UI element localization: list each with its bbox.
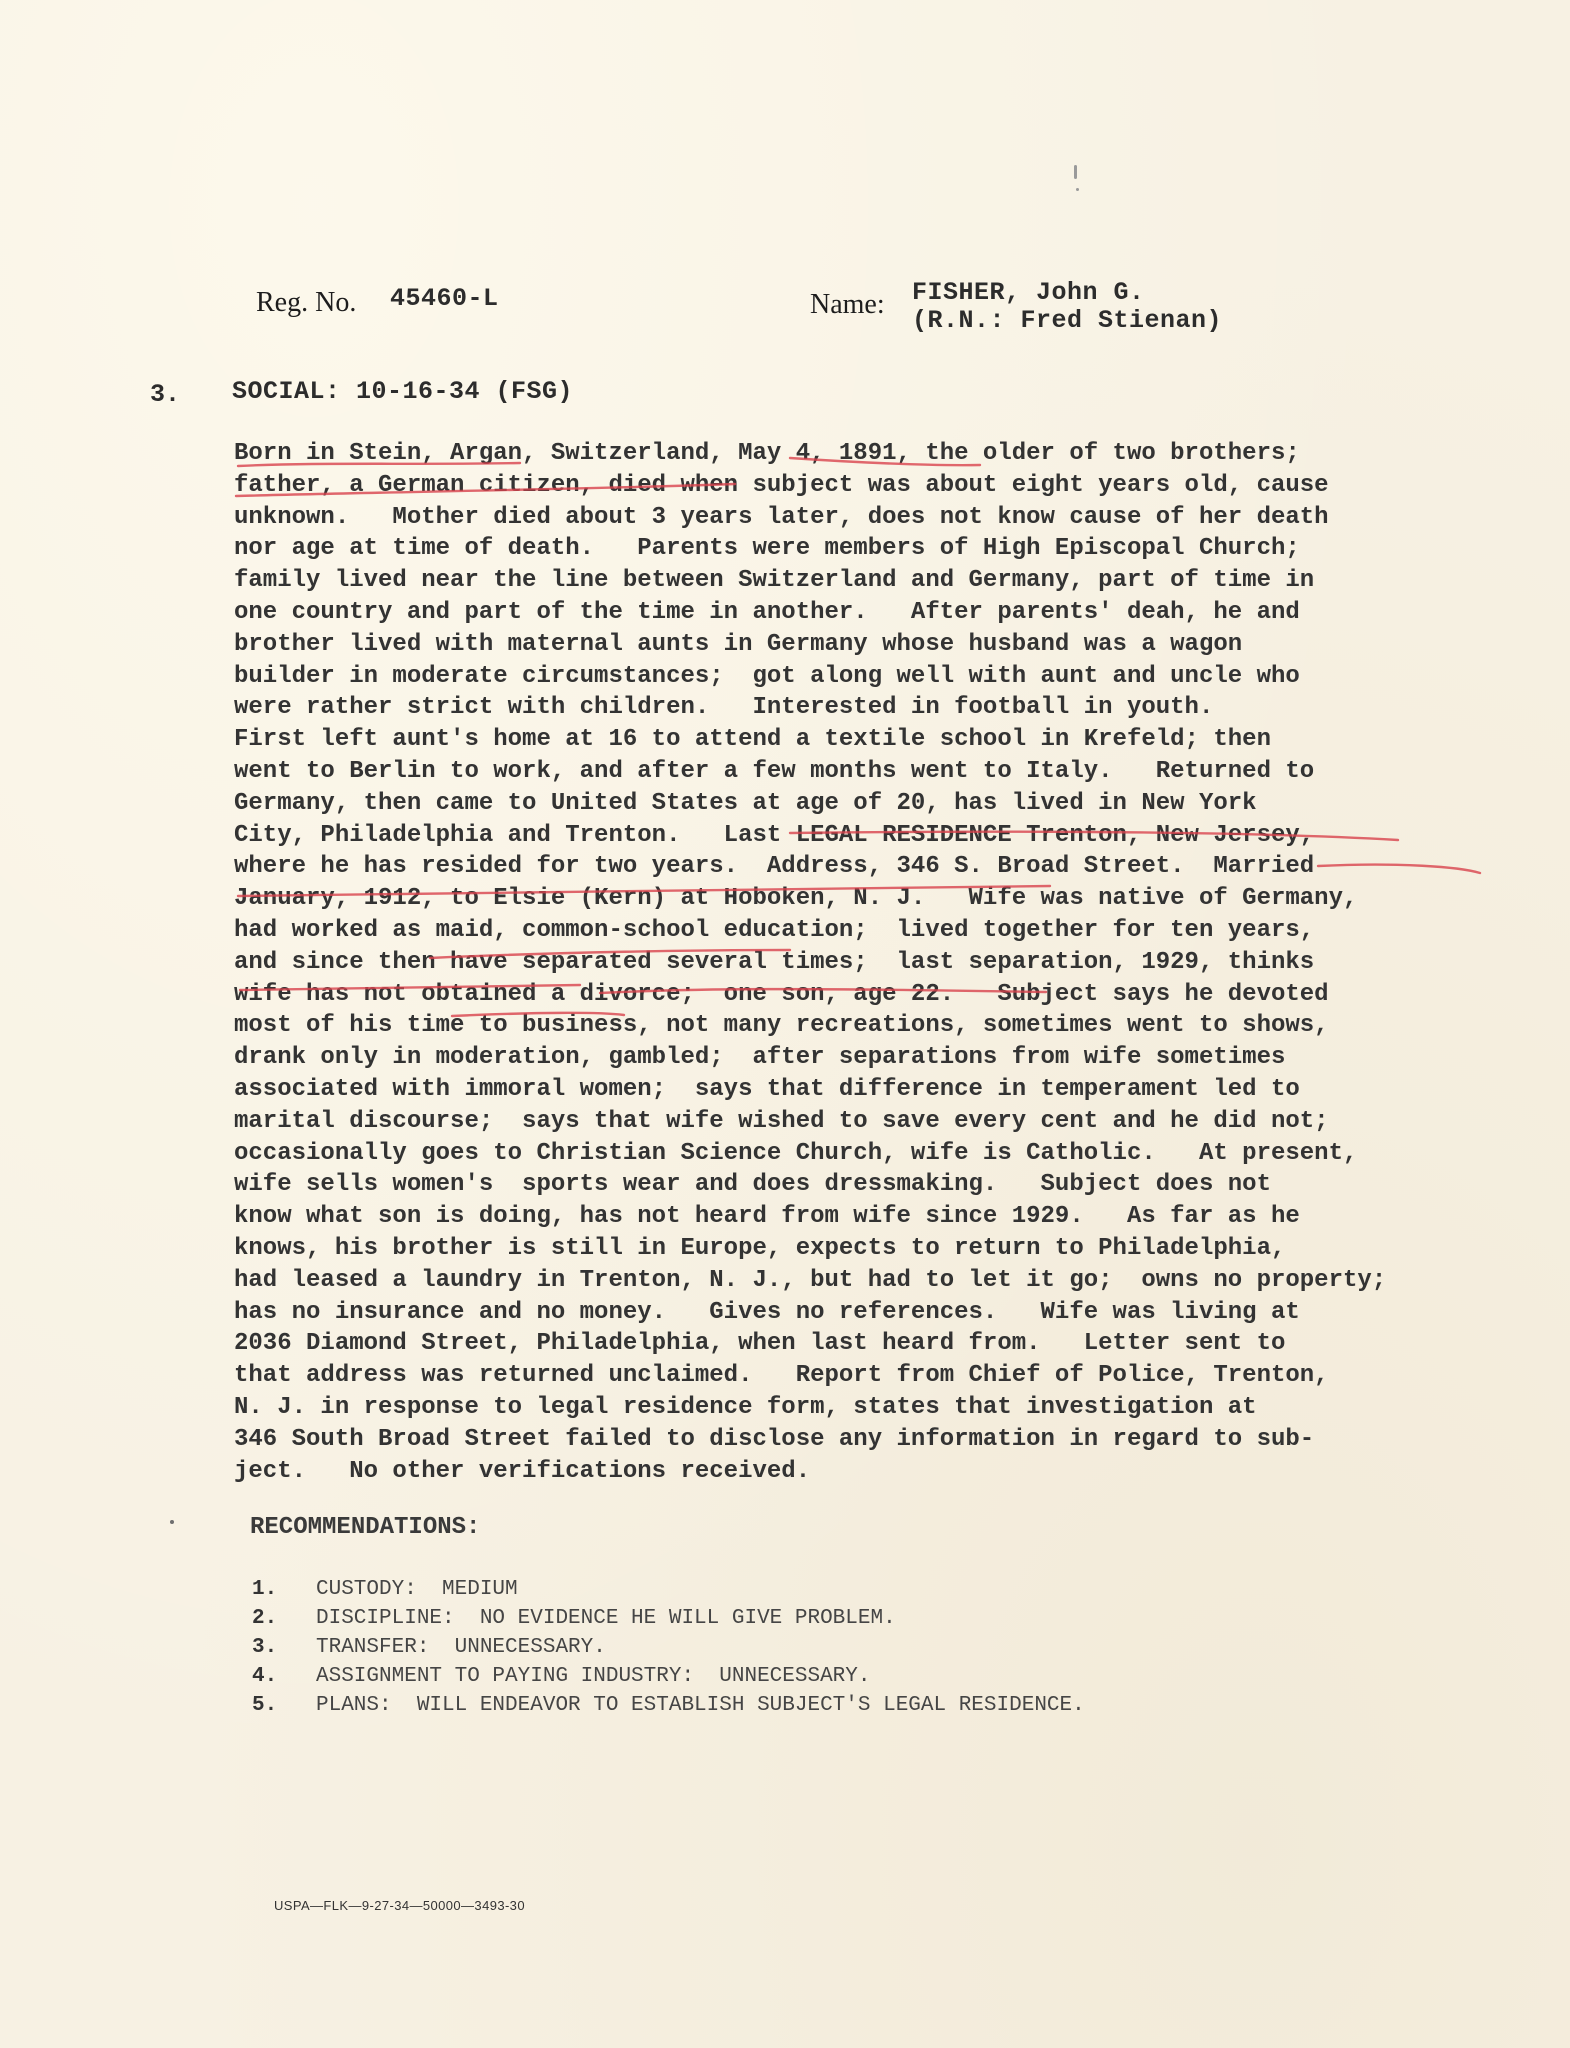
recommendation-text: ASSIGNMENT TO PAYING INDUSTRY: UNNECESSARY. — [316, 1665, 871, 1688]
narrative-line: brother lived with maternal aunts in Germany whose husband was a wagon — [234, 630, 1243, 658]
narrative-line: First left aunt's home at 16 to attend a textile school in Krefeld; then — [234, 726, 1271, 754]
speck-3 — [1076, 188, 1079, 191]
recommendation-item — [252, 1636, 1402, 1665]
narrative-line: 346 South Broad Street failed to disclose any information in regard to sub- — [234, 1425, 1315, 1453]
narrative-line: had leased a laundry in Trenton, N. J., but had to let it go; owns no property; — [234, 1266, 1387, 1294]
name-label: Name: — [810, 289, 885, 320]
narrative-line: knows, his brother is still in Europe, expects to return to Philadelphia, — [234, 1234, 1286, 1262]
recommendation-item — [252, 1694, 1402, 1723]
speck-1 — [170, 1520, 174, 1524]
narrative-line: where he has resided for two years. Address, 346 S. Broad Street. Married — [234, 853, 1315, 881]
narrative-line: marital discourse; says that wife wished to save every cent and he did not; — [234, 1107, 1329, 1135]
narrative-line: one country and part of the time in another. After parents' deah, he and — [234, 598, 1300, 626]
recommendations-heading: RECOMMENDATIONS: — [250, 1514, 481, 1541]
narrative-line: family lived near the line between Switzerland and Germany, part of time in — [234, 567, 1315, 595]
recommendation-text: DISCIPLINE: NO EVIDENCE HE WILL GIVE PROBLEM. — [316, 1607, 896, 1630]
reg-number-value: 45460-L — [390, 284, 499, 313]
narrative-line: January, 1912, to Elsie (Kern) at Hoboken, N. J. Wife was native of Germany, — [234, 885, 1358, 913]
recommendations-list — [252, 1578, 1402, 1723]
section-heading: SOCIAL: 10-16-34 (FSG) — [232, 377, 574, 406]
recommendation-item — [252, 1607, 1402, 1636]
narrative-line: wife has not obtained a divorce; one son, age 22. Subject says he devoted — [234, 980, 1329, 1008]
narrative-line: builder in moderate circumstances; got along well with aunt and uncle who — [234, 662, 1300, 690]
narrative-line: drank only in moderation, gambled; after separations from wife sometimes — [234, 1044, 1286, 1072]
recommendation-text: TRANSFER: UNNECESSARY. — [316, 1636, 606, 1659]
recommendation-text: PLANS: WILL ENDEAVOR TO ESTABLISH SUBJECT'S LEGAL RESIDENCE. — [316, 1694, 1085, 1717]
section-number: 3. — [150, 380, 181, 409]
recommendation-text: CUSTODY: MEDIUM — [316, 1578, 518, 1601]
narrative-line: had worked as maid, common-school education; lived together for ten years, — [234, 916, 1315, 944]
narrative-line: N. J. in response to legal residence form, states that investigation at — [234, 1393, 1257, 1421]
narrative-line: unknown. Mother died about 3 years later, does not know cause of her death — [234, 503, 1329, 531]
narrative-line: nor age at time of death. Parents were members of High Episcopal Church; — [234, 535, 1300, 563]
reg-number-label: Reg. No. — [256, 287, 357, 318]
narrative-line: 2036 Diamond Street, Philadelphia, when last heard from. Letter sent to — [234, 1330, 1286, 1358]
narrative-line: most of his time to business, not many recreations, sometimes went to shows, — [234, 1012, 1329, 1040]
narrative-line: Germany, then came to United States at age of 20, has lived in New York — [234, 789, 1257, 817]
narrative-line: that address was returned unclaimed. Report from Chief of Police, Trenton, — [234, 1362, 1329, 1390]
narrative-line: father, a German citizen, died when subject was about eight years old, cause — [234, 471, 1329, 499]
speck-2 — [1074, 165, 1077, 179]
narrative-line: associated with immoral women; says that difference in temperament led to — [234, 1075, 1300, 1103]
narrative-line: went to Berlin to work, and after a few months went to Italy. Returned to — [234, 757, 1315, 785]
narrative-line: occasionally goes to Christian Science Church, wife is Catholic. At present, — [234, 1139, 1358, 1167]
recommendation-number: 5. — [252, 1694, 278, 1717]
recommendation-number: 2. — [252, 1607, 278, 1630]
narrative-line: wife sells women's sports wear and does dressmaking. Subject does not — [234, 1171, 1271, 1199]
recommendation-number: 1. — [252, 1578, 278, 1601]
narrative-line: City, Philadelphia and Trenton. Last LEGAL RESIDENCE Trenton, New Jersey, — [234, 821, 1315, 849]
narrative-line: ject. No other verifications received. — [234, 1457, 811, 1485]
narrative-line: Born in Stein, Argan, Switzerland, May 4, 1891, the older of two brothers; — [234, 440, 1300, 467]
narrative-line: and since then have separated several times; last separation, 1929, thinks — [234, 948, 1315, 976]
real-name-value: (R.N.: Fred Stienan) — [912, 306, 1223, 335]
narrative-line: know what son is doing, has not heard from wife since 1929. As far as he — [234, 1203, 1300, 1231]
narrative-line: has no insurance and no money. Gives no references. Wife was living at — [234, 1298, 1300, 1326]
recommendation-item — [252, 1665, 1402, 1694]
narrative-line: were rather strict with children. Interested in football in youth. — [234, 694, 1214, 722]
recommendation-number: 3. — [252, 1636, 278, 1659]
name-value: FISHER, John G. — [912, 278, 1145, 307]
form-code: USPA—FLK—9-27-34—50000—3493-30 — [274, 1898, 525, 1913]
social-history-narrative — [234, 438, 1494, 1487]
recommendation-number: 4. — [252, 1665, 278, 1688]
recommendation-item — [252, 1578, 1402, 1607]
